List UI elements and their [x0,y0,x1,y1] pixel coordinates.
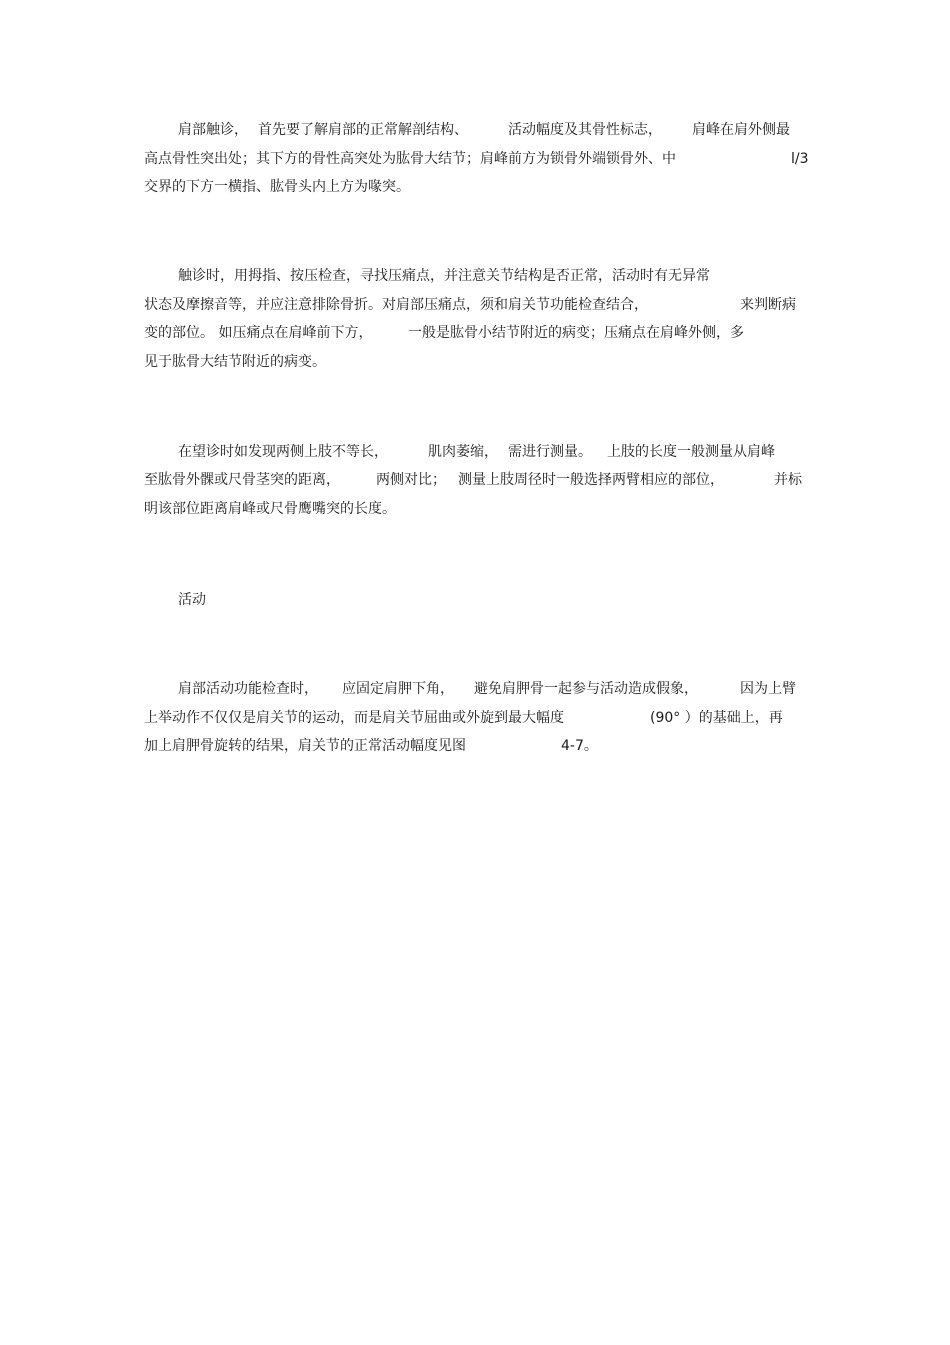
text-segment: 触诊时，用拇指、按压检查，寻找压痛点，并注意关节结构是否正常，活动时有无异常 [178,268,710,284]
text-segment: 应固定肩胛下角， [342,681,454,697]
text-segment: 4-7。 [561,738,598,754]
text-segment: 避免肩胛骨一起参与活动造成假象， [474,681,698,697]
text-line [144,349,814,375]
text-line [144,676,814,702]
text-segment: (90° ）的基础上，再 [650,710,783,726]
text-line [144,263,814,289]
text-segment: 在望诊时如发现两侧上肢不等长， [178,444,388,460]
text-line [144,174,814,200]
text-segment: 状态及摩擦音等，并应注意排除骨折。对肩部压痛点，须和肩关节功能检查结合， [144,297,648,313]
text-segment: 一般是肱骨小结节附近的病变；压痛点在肩峰外侧，多 [408,325,744,341]
text-line [144,467,814,493]
text-segment: 肌肉萎缩， [428,444,498,460]
text-line [144,705,814,731]
section-heading: 活动 [178,592,206,608]
text-line [144,117,814,143]
text-segment: 首先要了解肩部的正常解剖结构、 [258,122,468,138]
text-segment: 测量上肢周径时一般选择两臂相应的部位， [458,472,724,488]
text-line [144,496,814,522]
text-segment: 高点骨性突出处；其下方的骨性高突处为肱骨大结节；肩峰前方为锁骨外端锁骨外、中 [144,151,676,167]
text-line [144,587,814,613]
text-segment: 上举动作不仅仅是肩关节的运动，而是肩关节屈曲或外旋到最大幅度 [144,710,564,726]
text-segment: 并标 [774,472,802,488]
text-segment: 因为上臂 [740,681,796,697]
text-line [144,146,814,172]
text-segment: 肩峰在肩外侧最 [692,122,790,138]
text-segment: 活动幅度及其骨性标志， [508,122,662,138]
text-segment: 需进行测量。 [508,444,592,460]
text-segment: 见于肱骨大结节附近的病变。 [144,354,326,370]
text-segment: 明该部位距离肩峰或尺骨鹰嘴突的长度。 [144,501,396,517]
text-segment: 至肱骨外髁或尺骨茎突的距离， [144,472,340,488]
text-line [144,733,814,759]
text-segment: 肩部活动功能检查时， [178,681,318,697]
text-segment: 肩部触诊， [178,122,248,138]
text-segment: 加上肩胛骨旋转的结果，肩关节的正常活动幅度见图 [144,738,466,754]
text-line [144,292,814,318]
text-segment: 变的部位。 如压痛点在肩峰前下方， [144,325,373,341]
text-segment: 来判断病 [740,297,796,313]
text-segment: 交界的下方一横指、肱骨头内上方为喙突。 [144,179,410,195]
text-segment: 两侧对比； [376,472,446,488]
text-line [144,320,814,346]
text-line [144,439,814,465]
text-segment: l/3 [791,151,809,167]
text-segment: 上肢的长度一般测量从肩峰 [607,444,775,460]
